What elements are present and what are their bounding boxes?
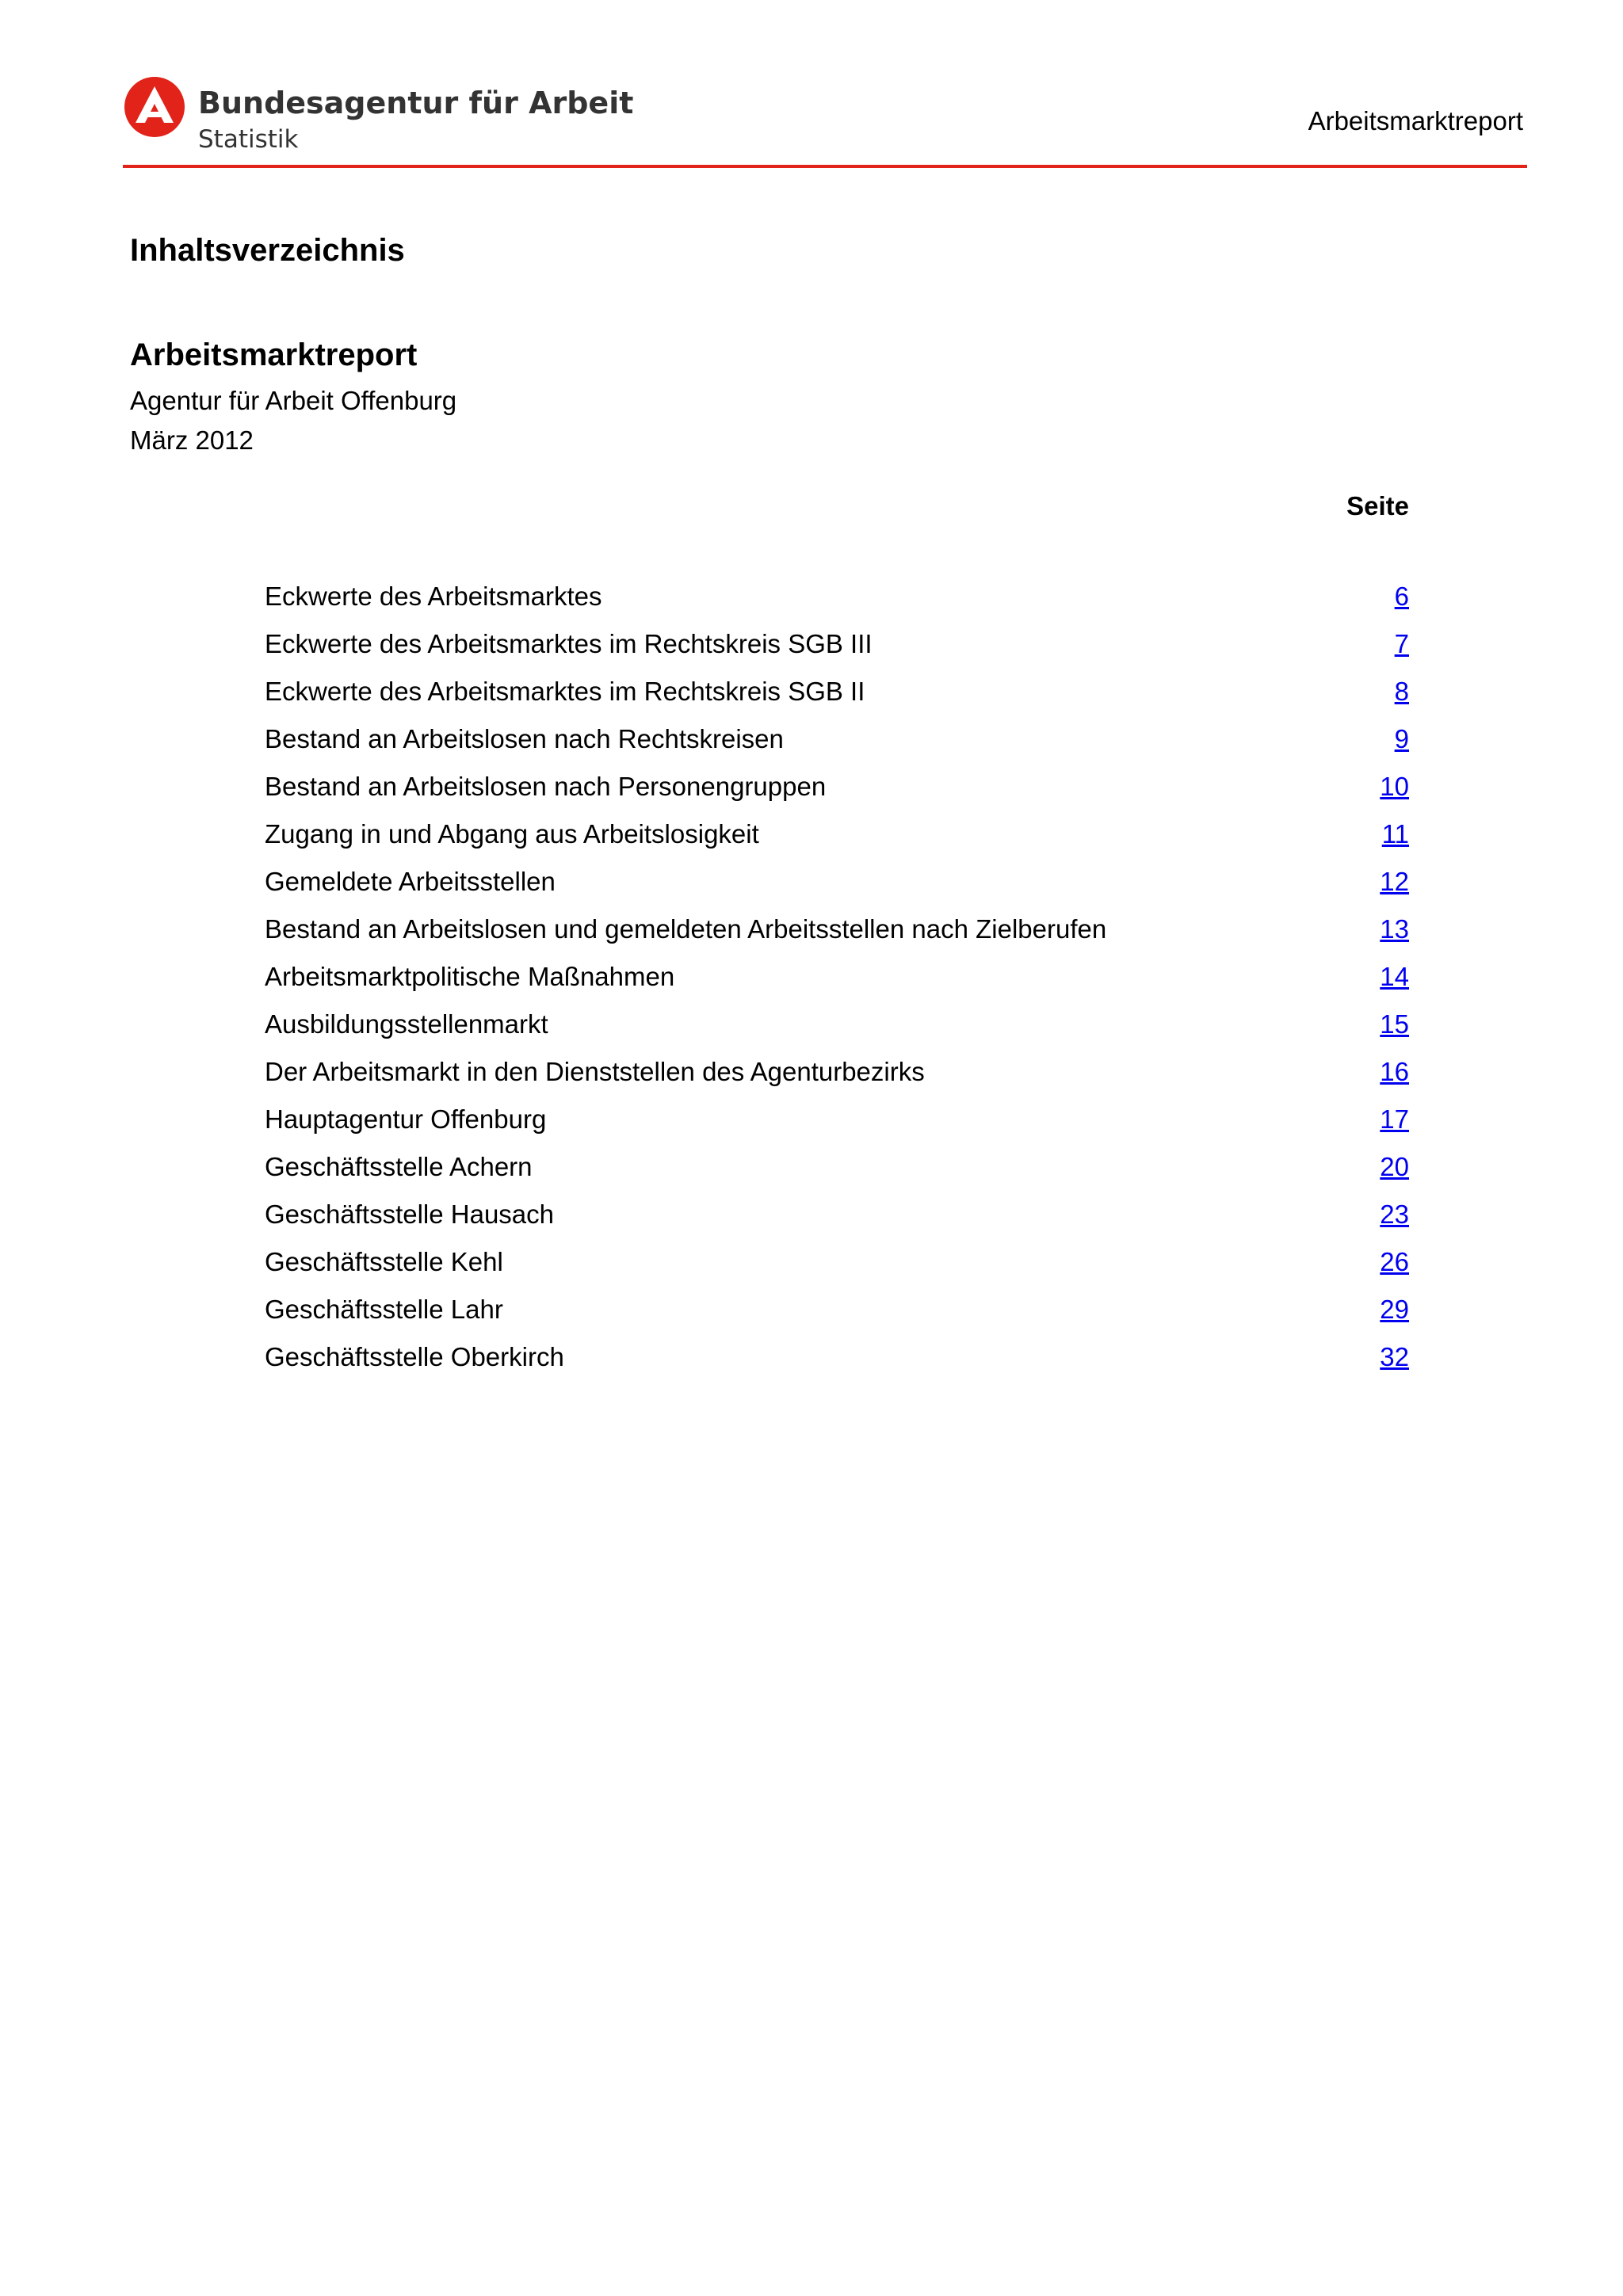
toc-entry bbox=[265, 582, 1409, 629]
toc-entry-title: Bestand an Arbeitslosen nach Rechtskreisen bbox=[265, 724, 784, 753]
toc-entry bbox=[265, 1009, 1409, 1057]
toc-entry bbox=[265, 629, 1409, 677]
toc-page-link[interactable]: 14 bbox=[1380, 962, 1409, 991]
page-column-header: Seite bbox=[1346, 491, 1409, 521]
page-title: Inhaltsverzeichnis bbox=[130, 233, 405, 268]
org-subtitle: Statistik bbox=[198, 125, 299, 154]
toc-page-link[interactable]: 7 bbox=[1394, 629, 1409, 658]
toc-page-link[interactable]: 15 bbox=[1380, 1009, 1409, 1039]
toc-entry bbox=[265, 1247, 1409, 1295]
toc-entry-title: Bestand an Arbeitslosen und gemeldeten Arbeitsstellen nach Zielberufen bbox=[265, 914, 1107, 944]
toc-entry-title: Eckwerte des Arbeitsmarktes bbox=[265, 582, 602, 611]
toc-page-link[interactable]: 8 bbox=[1394, 677, 1409, 706]
toc-entry bbox=[265, 1152, 1409, 1199]
toc-entry-title: Eckwerte des Arbeitsmarktes im Rechtskreis SGB II bbox=[265, 677, 865, 706]
toc-entry-title: Ausbildungsstellenmarkt bbox=[265, 1009, 548, 1039]
toc-entry-title: Bestand an Arbeitslosen nach Personengruppen bbox=[265, 772, 827, 801]
toc-entry bbox=[265, 1057, 1409, 1104]
report-title: Arbeitsmarktreport bbox=[130, 338, 418, 372]
toc-entry-title: Geschäftsstelle Achern bbox=[265, 1152, 533, 1181]
toc-entry bbox=[265, 724, 1409, 772]
header-divider bbox=[123, 165, 1527, 168]
toc-page-link[interactable]: 17 bbox=[1380, 1104, 1409, 1134]
toc-page-link[interactable]: 29 bbox=[1380, 1295, 1409, 1324]
toc-entry-title: Gemeldete Arbeitsstellen bbox=[265, 867, 556, 896]
report-date: März 2012 bbox=[130, 425, 254, 455]
toc-entry-title: Geschäftsstelle Lahr bbox=[265, 1295, 503, 1324]
toc-entry bbox=[265, 1104, 1409, 1152]
toc-page-link[interactable]: 23 bbox=[1380, 1199, 1409, 1229]
toc-entry bbox=[265, 772, 1409, 819]
toc-entry bbox=[265, 677, 1409, 724]
toc-page-link[interactable]: 32 bbox=[1380, 1342, 1409, 1371]
toc-page-link[interactable]: 10 bbox=[1380, 772, 1409, 801]
toc-entry bbox=[265, 962, 1409, 1009]
toc-entry bbox=[265, 914, 1409, 962]
toc-page-link[interactable]: 9 bbox=[1394, 724, 1409, 753]
toc-entry-title: Hauptagentur Offenburg bbox=[265, 1104, 547, 1134]
toc-entry-title: Geschäftsstelle Oberkirch bbox=[265, 1342, 564, 1371]
toc-page-link[interactable]: 6 bbox=[1394, 582, 1409, 611]
toc-entry bbox=[265, 1342, 1409, 1390]
toc-page-link[interactable]: 13 bbox=[1380, 914, 1409, 944]
header-report-label: Arbeitsmarktreport bbox=[1308, 106, 1523, 135]
toc-page-link[interactable]: 11 bbox=[1381, 819, 1409, 849]
toc-entry-title: Zugang in und Abgang aus Arbeitslosigkeit bbox=[265, 819, 759, 849]
toc-page-link[interactable]: 12 bbox=[1380, 867, 1409, 896]
toc-entry-title: Geschäftsstelle Hausach bbox=[265, 1199, 555, 1229]
toc-page-link[interactable]: 26 bbox=[1380, 1247, 1409, 1276]
toc-entry-title: Geschäftsstelle Kehl bbox=[265, 1247, 503, 1276]
toc-entry-title: Der Arbeitsmarkt in den Dienststellen des Agenturbezirks bbox=[265, 1057, 925, 1086]
toc-entry bbox=[265, 819, 1409, 867]
page-header bbox=[123, 71, 1527, 166]
toc-entry bbox=[265, 1295, 1409, 1342]
ba-logo-icon bbox=[123, 75, 186, 139]
toc-page-link[interactable]: 16 bbox=[1380, 1057, 1409, 1086]
toc-entry bbox=[265, 1199, 1409, 1247]
toc-page-link[interactable]: 20 bbox=[1380, 1152, 1409, 1181]
org-name: Bundesagentur für Arbeit bbox=[198, 86, 634, 120]
report-agency: Agentur für Arbeit Offenburg bbox=[130, 386, 457, 415]
toc-entry-title: Eckwerte des Arbeitsmarktes im Rechtskreis SGB III bbox=[265, 629, 873, 658]
table-of-contents bbox=[265, 582, 1409, 1390]
toc-entry bbox=[265, 867, 1409, 914]
toc-entry-title: Arbeitsmarktpolitische Maßnahmen bbox=[265, 962, 675, 991]
